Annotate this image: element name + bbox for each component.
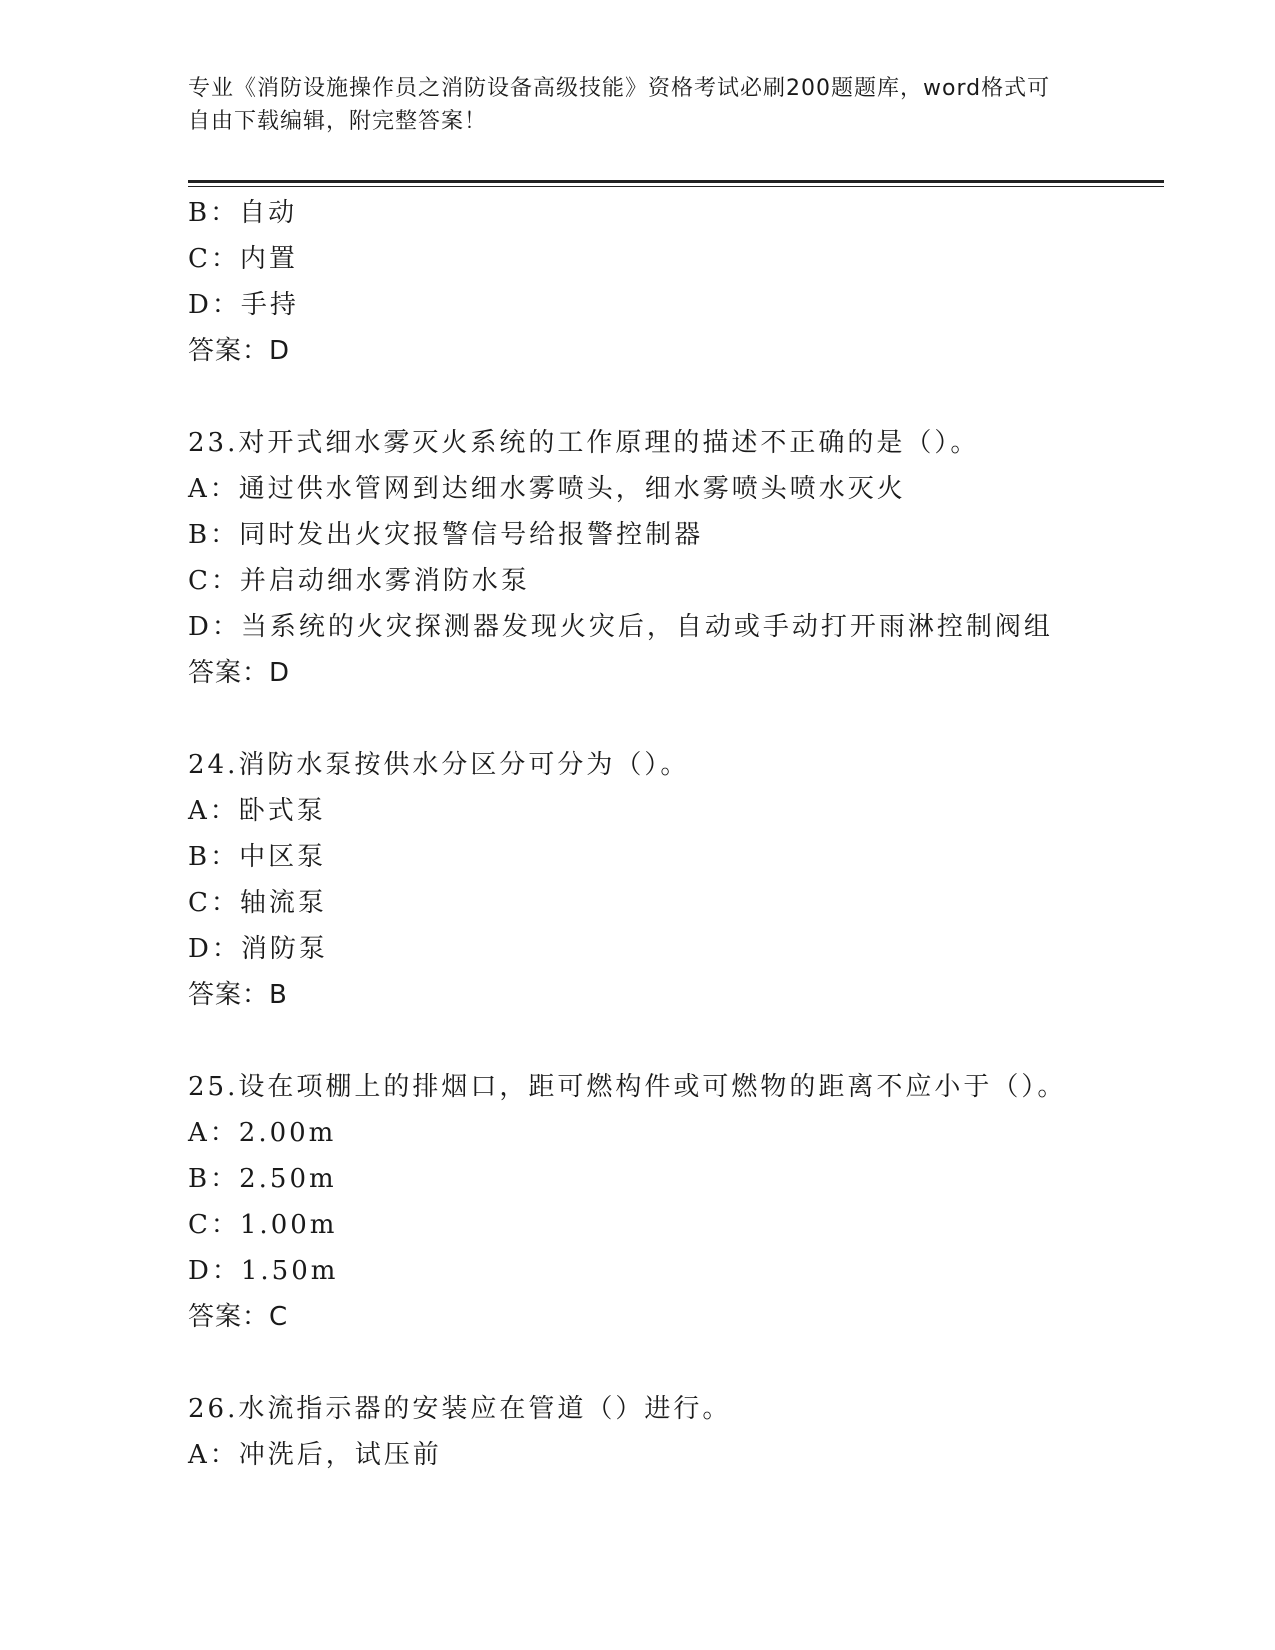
answer-line: 答案：B	[188, 980, 288, 1010]
header-rule-thick	[188, 180, 1164, 183]
header-text: 专业《消防设施操作员之消防设备高级技能》资格考试必刷200题题库，word格式可自由下载编辑，附完整答案！	[188, 76, 1051, 134]
question-list	[188, 190, 1168, 1478]
option-d: D：当系统的火灾探测器发现火灾后，自动或手动打开雨淋控制阀组	[188, 612, 1053, 642]
option-c: C：内置	[188, 244, 298, 274]
question-24	[188, 742, 1168, 1018]
option-a: A：卧式泵	[188, 796, 326, 826]
question-text: 24.消防水泵按供水分区分可分为（）。	[188, 750, 690, 780]
answer-line: 答案：D	[188, 658, 291, 688]
document-header	[188, 72, 1068, 138]
question-26	[188, 1386, 1168, 1478]
option-c: C：并启动细水雾消防水泵	[188, 566, 530, 596]
option-c: C：1.00m	[188, 1210, 338, 1240]
answer-line: 答案：C	[188, 1302, 289, 1332]
option-b: B：自动	[188, 198, 298, 228]
option-d: D：消防泵	[188, 934, 328, 964]
option-d: D：1.50m	[188, 1256, 339, 1286]
option-b: B：同时发出火灾报警信号给报警控制器	[188, 520, 704, 550]
option-a: A：2.00m	[188, 1118, 337, 1148]
question-text: 25.设在项棚上的排烟口，距可燃构件或可燃物的距离不应小于（）。	[188, 1072, 1067, 1102]
option-a: A：冲洗后，试压前	[188, 1440, 442, 1470]
option-a: A：通过供水管网到达细水雾喷头，细水雾喷头喷水灭火	[188, 474, 906, 504]
header-rule-thin	[188, 186, 1164, 187]
option-b: B：中区泵	[188, 842, 327, 872]
option-b: B：2.50m	[188, 1164, 337, 1194]
question-25	[188, 1064, 1168, 1340]
question-text: 23.对开式细水雾灭火系统的工作原理的描述不正确的是（）。	[188, 428, 980, 458]
option-d: D：手持	[188, 290, 299, 320]
option-c: C：轴流泵	[188, 888, 327, 918]
question-23	[188, 420, 1168, 696]
question-text: 26.水流指示器的安装应在管道（）进行。	[188, 1394, 732, 1424]
answer-line: 答案：D	[188, 336, 291, 366]
question-22-continued	[188, 190, 1168, 374]
